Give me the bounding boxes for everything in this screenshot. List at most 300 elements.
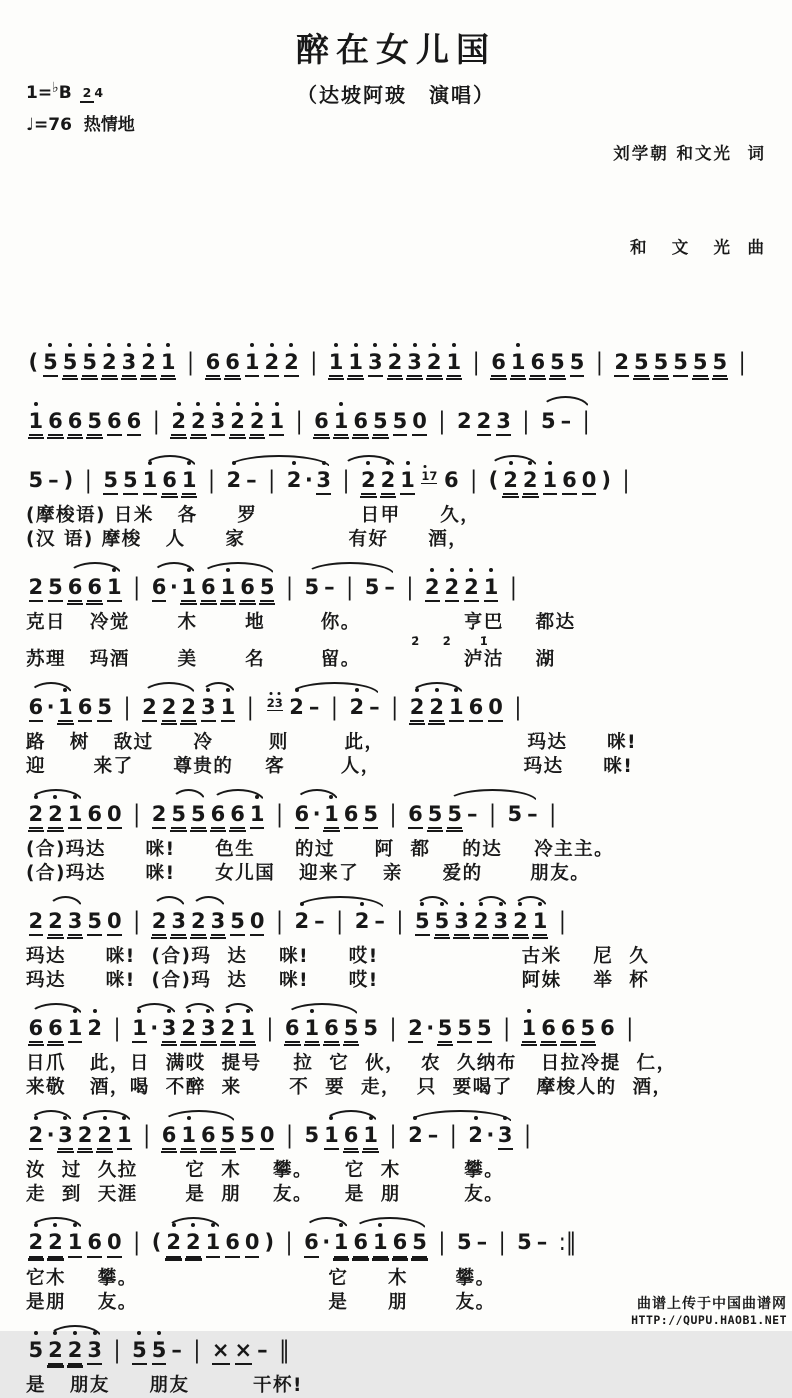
note [123, 469, 138, 495]
octave-dot [518, 902, 522, 906]
octave-dot [334, 343, 338, 347]
note [550, 351, 565, 377]
note-digit: 1 [533, 910, 548, 932]
octave-dot [226, 688, 230, 692]
note-digit: 5 [476, 1016, 492, 1041]
note [221, 1124, 236, 1150]
octave-dot [339, 1223, 343, 1227]
note-digit: 6 [304, 1230, 319, 1255]
note-digit: 3 [58, 1124, 73, 1146]
note-digit: 1 [400, 469, 415, 491]
duration-dash: – [374, 909, 385, 934]
octave-dot [538, 902, 542, 906]
note-digit: 5 [28, 467, 44, 492]
note-digit: 6 [294, 801, 310, 826]
note-digit: 6 [541, 1016, 556, 1041]
barline: | [524, 1121, 532, 1150]
note-digit: 1 [206, 1231, 221, 1253]
barline: | [472, 347, 480, 376]
barline: | [738, 347, 746, 376]
note-digit: 2 [181, 694, 196, 719]
note-digit: 2 [102, 351, 117, 373]
note [122, 351, 137, 377]
note-digit: 1 [421, 470, 429, 482]
note [491, 351, 506, 377]
note [361, 469, 376, 495]
note [334, 1231, 349, 1257]
note [48, 410, 63, 436]
note [562, 469, 577, 495]
note [324, 803, 339, 829]
note [191, 410, 206, 436]
note [250, 803, 265, 829]
note [162, 696, 177, 722]
note [348, 351, 363, 377]
note-digit: 2 [68, 1339, 83, 1361]
note [68, 410, 83, 436]
octave-dot [232, 461, 236, 465]
note [444, 469, 459, 491]
note-digit: 5 [507, 801, 523, 826]
octave-dot [250, 343, 254, 347]
note-digit: 5 [364, 574, 380, 599]
barline: | [246, 692, 254, 721]
octave-dot [527, 1009, 531, 1013]
note-digit: 1 [143, 469, 158, 491]
note [29, 1124, 44, 1150]
note [235, 1339, 253, 1365]
note-digit: 0 [488, 694, 503, 719]
note-digit: 2 [427, 351, 442, 373]
note-digit: 1 [269, 410, 284, 432]
note [445, 576, 460, 602]
barline: | [406, 573, 414, 601]
octave-dot [275, 402, 279, 406]
note [221, 1017, 236, 1043]
octave-dot [93, 1009, 97, 1013]
note-digit: 0 [581, 467, 597, 492]
duration-dash: – [427, 1123, 439, 1148]
note-digit: 3 [496, 408, 511, 433]
note [484, 576, 499, 602]
lyric-line: (合)玛达 咪! 色生 的过 阿 都 的达 冷主主。 [26, 838, 615, 860]
octave-dot [489, 568, 493, 572]
note-digit: 5 [259, 574, 275, 599]
note [654, 351, 669, 377]
note-digit: 2 [468, 1124, 483, 1146]
note [363, 1017, 378, 1039]
note [48, 1339, 63, 1365]
watermark [631, 1293, 787, 1327]
barline: | [514, 692, 522, 721]
slur-arc [162, 1110, 236, 1123]
note [373, 410, 388, 436]
note-digit: 2 [289, 696, 304, 718]
note-digit: 1 [68, 1017, 83, 1039]
repeat-barline: :‖ [558, 1228, 577, 1257]
note-digit: 3 [498, 1124, 513, 1146]
note [225, 1231, 240, 1257]
note-digit: 1 [329, 351, 344, 373]
note [87, 803, 102, 829]
note [305, 1017, 320, 1043]
note-digit: 3 [67, 909, 83, 934]
note [97, 1124, 112, 1150]
barline: | [549, 800, 557, 828]
note [334, 410, 349, 436]
note [410, 696, 425, 722]
note-digit: 6 [562, 467, 577, 492]
octave-dot [172, 1223, 176, 1227]
lyric-line: 苏理 玛酒 美 名 留。 泸沽 湖 [26, 648, 556, 670]
note [107, 576, 122, 602]
notation-line [26, 895, 766, 945]
note-digit: 6 [353, 408, 369, 433]
note-digit: 1 [161, 351, 176, 373]
note-digit: 5 [673, 349, 688, 374]
octave-dot [413, 343, 417, 347]
note [407, 351, 422, 377]
notation-line [26, 395, 766, 445]
song-title: 醉在女儿国 [296, 30, 496, 69]
note [454, 910, 469, 936]
octave-dot [378, 1223, 382, 1227]
key-prefix: 1= [26, 83, 53, 103]
music-system [26, 395, 766, 445]
key-note: B [58, 83, 72, 103]
note-digit: 2 [361, 469, 376, 491]
note-digit: 3 [407, 351, 422, 373]
note-digit: 2 [166, 1231, 181, 1253]
note [29, 576, 44, 602]
note-digit: 2 [350, 696, 365, 718]
note [143, 469, 158, 495]
note-digit: 6 [162, 467, 177, 492]
note-digit: 5 [220, 1123, 236, 1148]
note [171, 410, 186, 436]
note [464, 576, 479, 602]
note-digit: 6 [468, 694, 484, 719]
note-digit: 0 [259, 1123, 275, 1148]
note [600, 1017, 615, 1039]
octave-dot [355, 688, 359, 692]
note [240, 1124, 255, 1150]
note [48, 910, 63, 936]
note-digit: 1 [245, 351, 260, 373]
note [29, 696, 44, 722]
lyric-line: (摩梭语) 日米 各 罗 日甲 久， [26, 504, 481, 526]
octave-dot [329, 795, 333, 799]
note-digit: 5 [304, 574, 320, 599]
note-digit: 2 [267, 697, 275, 709]
augmentation-dot: · [46, 1123, 55, 1148]
note-digit: 3 [454, 910, 469, 932]
lyric-line: 玛达 咪! (合)玛 达 咪! 哎! 阿妹 举 杯 [26, 970, 650, 992]
note [29, 469, 44, 491]
octave-dot [548, 461, 552, 465]
note-digit: 1 [334, 410, 349, 432]
note-digit: 3 [122, 351, 137, 373]
note-digit: 2 [28, 574, 44, 599]
note [363, 1124, 378, 1150]
note [368, 351, 383, 377]
note-digit: 2 [614, 349, 630, 374]
note-digit: 2 [388, 351, 403, 373]
note [264, 351, 279, 377]
note [161, 351, 176, 377]
note-digit: 1 [363, 1124, 378, 1146]
note-digit: 5 [692, 349, 708, 374]
barline: | [391, 692, 399, 721]
octave-dot [34, 795, 38, 799]
note-digit: 1 [324, 803, 339, 825]
note-digit: 1 [107, 576, 122, 598]
note [363, 803, 378, 829]
note [355, 910, 370, 932]
octave-dot [187, 568, 191, 572]
music-system [26, 1324, 766, 1398]
slur-arc [191, 896, 226, 909]
note-digit: 5 [103, 467, 118, 492]
note-digit: 2 [151, 909, 167, 934]
note-digit: 1 [543, 469, 558, 491]
note-digit: 6 [161, 1123, 177, 1148]
meter-numerator: 2 [80, 85, 95, 103]
octave-dot [73, 1009, 77, 1013]
note-digit: 2 [464, 576, 479, 598]
barline: | [626, 1014, 634, 1042]
parenthesis: ) [601, 467, 611, 492]
lyric-grace-notes: 2̇ 2̇ 1̇ [26, 634, 490, 649]
note [289, 696, 304, 718]
octave-dot [73, 1223, 77, 1227]
note-digit: 5 [580, 1016, 596, 1041]
note [496, 410, 511, 436]
note [304, 1231, 319, 1257]
notation-line [26, 454, 766, 504]
octave-dot [424, 465, 427, 468]
slur-arc [408, 1110, 513, 1123]
note-digit: 2 [410, 696, 425, 718]
slur-arc [48, 896, 83, 909]
note [477, 1017, 492, 1043]
note [543, 469, 558, 495]
octave-dot [503, 1116, 507, 1120]
note-digit: 5 [373, 408, 388, 433]
octave-dot [339, 402, 343, 406]
note [344, 1017, 359, 1043]
note-digit: 2 [425, 576, 440, 598]
music-system [26, 1002, 766, 1100]
notation-line [26, 1324, 766, 1374]
note-digit: 1 [250, 803, 265, 825]
note [29, 1231, 44, 1257]
music-system [26, 1109, 766, 1207]
note-digit: 3 [201, 1017, 216, 1039]
duration-dash: – [171, 1337, 182, 1362]
octave-dot [246, 1009, 250, 1013]
note-digit: 2 [190, 909, 206, 934]
tempo-marking [26, 109, 216, 141]
note-digit: 6 [126, 408, 142, 433]
note-digit: 2 [429, 696, 444, 718]
barline: | [558, 907, 566, 935]
note [305, 1124, 320, 1146]
note-digit: 5 [82, 351, 97, 373]
octave-dot [277, 692, 280, 695]
note-digit: 5 [456, 1230, 472, 1255]
note-digit: 2 [355, 910, 370, 932]
note-digit: 2 [87, 1017, 102, 1039]
note [447, 803, 462, 829]
note [316, 469, 331, 495]
note [211, 410, 226, 436]
octave-dot [216, 402, 220, 406]
note-digit: 1 [305, 1017, 320, 1039]
note [58, 1124, 73, 1150]
note-digit: 1 [117, 1124, 132, 1146]
note [230, 410, 245, 436]
note [408, 1017, 423, 1043]
note-digit: 6 [48, 1016, 63, 1041]
time-signature [80, 86, 103, 99]
note [68, 910, 83, 936]
note [68, 1017, 83, 1043]
note [350, 696, 365, 718]
note [87, 1231, 102, 1257]
octave-dot [406, 461, 410, 465]
note [152, 803, 167, 829]
barline: | [509, 573, 517, 601]
note-digit: 0 [412, 408, 427, 433]
barline: | [396, 907, 404, 935]
note [43, 351, 58, 377]
note-digit: 2 [191, 410, 206, 432]
note-digit: 6 [353, 1230, 368, 1255]
note [201, 1017, 216, 1043]
notation-line [26, 788, 766, 838]
performer-subtitle: （达坡阿玻 演唱） [297, 83, 495, 107]
note-digit: 6 [87, 801, 102, 826]
octave-dot [289, 343, 293, 347]
note-digit: 2 [230, 410, 245, 432]
octave-dot [420, 902, 424, 906]
note [181, 576, 196, 602]
note-digit: 1 [348, 351, 363, 373]
note [457, 1231, 472, 1253]
octave-dot [103, 1116, 107, 1120]
note [63, 351, 78, 377]
note [87, 410, 102, 436]
note-digit: 6 [408, 801, 423, 826]
note-digit: 5 [48, 574, 63, 599]
octave-dot [206, 1009, 210, 1013]
octave-dot [53, 1331, 57, 1335]
note-digit: 1 [221, 576, 236, 598]
note-digit: 2 [408, 1016, 423, 1041]
lyric-line: 玛达 咪! (合)玛 达 咪! 哎! 古米 尼 久 [26, 946, 650, 968]
octave-dot [452, 343, 456, 347]
note [295, 803, 310, 829]
lyric-line: 是 朋友 朋友 干杯! [26, 1374, 303, 1396]
expression-marking: 热情地 [83, 115, 135, 136]
note-digit: 5 [132, 1339, 147, 1361]
duration-dash: – [560, 408, 572, 433]
lyric-line: (合)玛达 咪! 女儿国 迎来了 亲 爱的 朋友。 [26, 863, 591, 884]
barline: | [285, 573, 294, 601]
note [324, 1017, 339, 1043]
barline: | [285, 1121, 294, 1150]
barline: | [152, 406, 160, 435]
note-digit: 6 [225, 1230, 240, 1255]
note-digit: 2 [287, 469, 302, 491]
note-digit: 2 [48, 1339, 63, 1361]
note [117, 1124, 132, 1150]
octave-dot [88, 343, 92, 347]
note-digit: 2 [161, 694, 177, 719]
note [412, 410, 427, 436]
note [522, 1017, 537, 1043]
note [314, 410, 329, 436]
barline: | [268, 466, 276, 494]
note-digit: 6 [210, 801, 226, 826]
octave-dot [454, 688, 458, 692]
note [201, 696, 216, 722]
note [29, 803, 44, 829]
slur-arc [227, 455, 331, 468]
notation-line [26, 1216, 766, 1266]
note-digit: 1 [240, 1017, 255, 1039]
note [400, 469, 415, 495]
note-digit: 5 [412, 1230, 427, 1255]
octave-dot [83, 1116, 87, 1120]
barline: | [285, 1228, 293, 1257]
augmentation-dot: · [426, 1016, 435, 1041]
note [324, 1124, 339, 1150]
note [614, 351, 629, 377]
note [48, 1017, 63, 1043]
barline: | [310, 347, 318, 376]
grace-notes [267, 697, 283, 711]
note-digit: 3 [275, 697, 283, 709]
barline: | [143, 1121, 151, 1150]
note [211, 803, 226, 829]
note [513, 910, 528, 936]
barline: | [207, 466, 216, 494]
octave-dot [430, 568, 434, 572]
duration-dash: – [48, 467, 59, 492]
note-digit: 5 [392, 408, 408, 433]
note-digit: 5 [304, 1123, 320, 1148]
barline: | [133, 800, 141, 828]
octave-dot [499, 902, 503, 906]
note-digit: 0 [244, 1230, 260, 1255]
octave-dot [322, 461, 326, 465]
note-digit: 6 [151, 574, 167, 599]
octave-dot [292, 461, 296, 465]
note-digit: 2 [97, 1124, 112, 1146]
key-signature [26, 75, 216, 109]
note [457, 1017, 472, 1043]
note-digit: 2 [476, 408, 492, 433]
note [393, 1231, 408, 1257]
octave-dot [474, 1116, 478, 1120]
octave-dot [196, 402, 200, 406]
note-digit: 2 [28, 909, 44, 934]
barline: | [449, 1121, 457, 1150]
note-digit: 6 [87, 574, 102, 599]
parenthesis: ) [264, 1230, 275, 1255]
